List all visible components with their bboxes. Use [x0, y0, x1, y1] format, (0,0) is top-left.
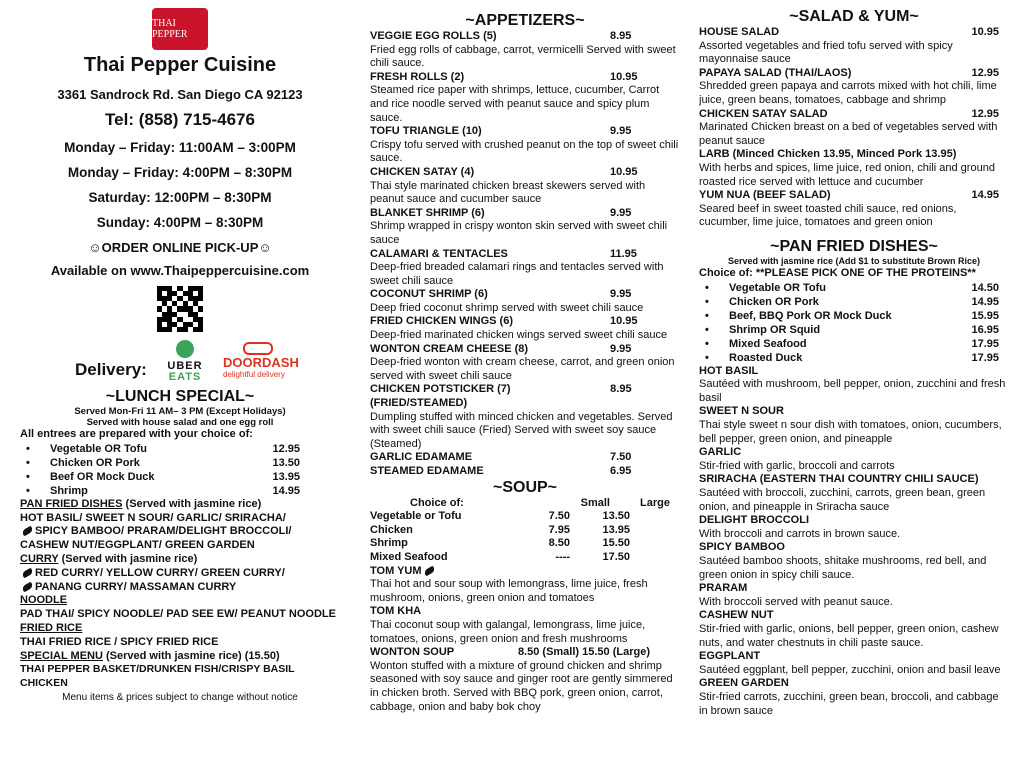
salad-price: 14.95: [971, 189, 999, 202]
lunch-protein-row: • Shrimp 14.95: [26, 484, 300, 497]
protein-name: Beef, BBQ Pork OR Mock Duck: [729, 309, 892, 322]
protein-price: 15.95: [971, 309, 999, 322]
lunch-fried-rice: FRIED RICE: [20, 621, 83, 634]
appetizer-price: 9.95: [610, 206, 632, 219]
appetizer-desc: Shrimp wrapped in crispy wonton skin served with sweet chili sauce: [370, 220, 668, 246]
pan-fried-dish-name: GREEN GARDEN: [699, 677, 789, 690]
pan-fried-dish-desc: With broccoli served with peanut sauce.: [699, 595, 893, 608]
appetizer-desc: Deep-fried wonton with cream cheese, carrot, and green onion served with sweet chili sauce: [370, 356, 675, 382]
salad-name: LARB (Minced Chicken 13.95, Minced Pork 13.95): [699, 148, 957, 161]
appetizer-desc: Dumpling stuffed with minced chicken and vegetables. Served with sweet chili sauce (Fried) Served with sweet soy sauce (Steamed): [370, 410, 673, 450]
lunch-special-list: THAI PEPPER BASKET/DRUNKEN FISH/CRISPY BASIL CHICKEN: [20, 663, 295, 690]
appetizer-name: BLANKET SHRIMP (6): [370, 206, 485, 219]
pan-fried-dish-desc: Stir-fried carrots, zucchini, green bean, broccoli, and cabbage in brown sauce: [699, 690, 999, 717]
salad-title: ~SALAD & YUM~: [789, 8, 919, 25]
salad-item: [699, 108, 1009, 122]
appetizers-title: ~APPETIZERS~: [465, 12, 585, 29]
appetizer-desc: Crispy tofu served with crushed peanut on the top of sweet chili sauce.: [370, 138, 679, 165]
protein-name: Roasted Duck: [729, 351, 803, 364]
pan-fried-protein-row: [699, 323, 1009, 337]
doordash-logo[interactable]: DOORDASH delightful delivery: [223, 342, 299, 381]
pan-fried-dish-desc: Thai style sweet n sour dish with tomatoes, onion, cucumbers, bell pepper, green onion, and pineapple: [699, 419, 1002, 445]
appetizer-name: WONTON CREAM CHEESE (8): [370, 342, 529, 355]
chili-icon: [423, 565, 436, 576]
appetizer-item: [370, 30, 680, 44]
protein-price: 14.50: [971, 281, 999, 294]
protein-name: Mixed Seafood: [729, 337, 807, 350]
appetizer-name: STEAMED EDAMAME: [370, 465, 484, 477]
soup-item: WONTON SOUP 8.50 (Small) 15.50 (Large): [370, 646, 650, 659]
protein-price: 16.95: [971, 323, 999, 336]
pan-fried-choice: Choice of: **PLEASE PICK ONE OF THE PROTEINS**: [699, 266, 976, 279]
pan-fried-dish-desc: Sautéed with broccoli, zucchini, carrots, green bean, green onion, and pineapple in Sriracha sauce: [699, 487, 986, 513]
pan-fried-protein-row: [699, 337, 1009, 351]
protein-price: 17.95: [971, 337, 999, 350]
appetizer-name: GARLIC EDAMAME: [370, 451, 473, 464]
lunch-protein-row: • Beef OR Mock Duck 13.95: [26, 470, 300, 483]
pan-fried-dish-name: PRARAM: [699, 582, 748, 595]
protein-name: Chicken OR Pork: [729, 295, 819, 308]
appetizer-price: 10.95: [610, 165, 638, 178]
appetizer-name: TOFU TRIANGLE (10): [370, 125, 482, 138]
appetizer-item: [370, 71, 680, 85]
appetizer-price: 8.95: [610, 30, 632, 42]
salad-name: PAPAYA SALAD (THAI/LAOS): [699, 66, 852, 79]
restaurant-address: 3361 Sandrock Rd. San Diego CA 92123: [57, 87, 303, 102]
bullet-dot: •: [705, 337, 709, 350]
uber-eats-icon: [176, 340, 194, 358]
salad-name: CHICKEN SATAY SALAD: [699, 107, 828, 120]
protein-price: 17.95: [971, 351, 999, 364]
pan-fried-dish-list: [699, 365, 1009, 718]
pan-fried-dish-name: CASHEW NUT: [699, 609, 774, 622]
uber-eats-logo[interactable]: UBER EATS: [157, 340, 213, 383]
doordash-icon: [243, 342, 273, 355]
soup-desc: Thai coconut soup with galangal, lemongrass, lime juice, tomatoes, onions, green onion and fresh mushrooms: [370, 618, 646, 645]
pan-fried-protein-row: [699, 351, 1009, 365]
appetizer-desc: Fried egg rolls of cabbage, carrot, vermicelli Served with sweet chili sauce.: [370, 43, 676, 70]
soup-item: TOM YUM: [370, 565, 680, 579]
pan-fried-dish-desc: Stir-fried with garlic, broccoli and carrots: [699, 459, 895, 472]
website-link[interactable]: Available on www.Thaipeppercuisine.com: [50, 263, 310, 278]
info-lunch-column: [20, 0, 340, 783]
restaurant-logo: THAI PEPPER: [152, 8, 208, 50]
lunch-pan-fried: PAN FRIED DISHES (Served with jasmine rice): [20, 497, 262, 510]
soup-title: ~SOUP~: [492, 478, 558, 496]
appetizer-name: COCONUT SHRIMP (6): [370, 288, 488, 301]
appetizer-item: [370, 207, 680, 221]
delivery-label: Delivery:: [75, 360, 147, 379]
salad-desc: Assorted vegetables and fried tofu served with spicy mayonnaise sauce: [699, 39, 953, 66]
hours-line: Saturday: 12:00PM – 8:30PM: [88, 190, 272, 205]
salad-desc: Marinated Chicken breast on a bed of vegetables served with peanut sauce: [699, 121, 998, 147]
chili-icon: [21, 568, 34, 579]
pan-fried-protein-row: [699, 295, 1009, 309]
appetizer-price: 6.95: [610, 465, 632, 477]
appetizer-price: 11.95: [610, 247, 637, 260]
protein-name: Shrimp OR Squid: [729, 323, 821, 336]
salad-price: 10.95: [971, 26, 999, 38]
salad-list: [699, 26, 1009, 230]
appetizer-name: FRIED CHICKEN WINGS (6): [370, 315, 513, 328]
salad-price: 12.95: [971, 66, 999, 79]
soup-desc: Wonton stuffed with a mixture of ground chicken and shrimp seasoned with soy sauce and ginger root are gently simmered in chicken broth. Served with BBQ pork, green onion, carrot, cabbage, onion and baby bok choy: [370, 659, 673, 713]
appetizer-item: [370, 166, 680, 180]
appetizer-price: 9.95: [610, 342, 632, 355]
salad-name: YUM NUA (BEEF SALAD): [699, 189, 831, 202]
appetizers-soup-column: [370, 0, 680, 783]
soup-price-table: Vegetable or Tofu 7.50 13.50 Chicken 7.95 13.95 Shrimp 8.50 15.50 Mixed Seafood ---- 17.50: [370, 510, 630, 563]
hours-line: Monday – Friday: 11:00AM – 3:00PM: [64, 140, 296, 155]
pan-fried-title: ~PAN FRIED DISHES~: [770, 237, 938, 255]
lunch-choice: All entrees are prepared with your choice of:: [20, 428, 253, 440]
salad-desc: With herbs and spices, lime juice, red onion, chili and ground roasted rice served with lettuce and cucumber: [699, 161, 995, 188]
appetizer-name: VEGGIE EGG ROLLS (5): [370, 30, 497, 42]
lunch-fried-rice-list: THAI FRIED RICE / SPICY FRIED RICE: [20, 635, 219, 648]
lunch-curry-list: PANANG CURRY/ MASSAMAN CURRY: [20, 581, 340, 595]
pan-fried-dish-name: DELIGHT BROCCOLI: [699, 514, 809, 527]
salad-price: 12.95: [971, 107, 999, 120]
lunch-noodle-list: PAD THAI/ SPICY NOODLE/ PAD SEE EW/ PEANUT NOODLE: [20, 608, 336, 621]
appetizer-item: [370, 125, 680, 139]
bullet-dot: •: [705, 323, 709, 336]
price-disclaimer: Menu items & prices subject to change without notice: [62, 691, 298, 703]
order-online: ☺ORDER ONLINE PICK-UP☺: [88, 240, 272, 255]
pan-fried-dish-desc: With broccoli and carrots in brown sauce.: [699, 527, 901, 540]
pan-fried-protein-row: [699, 309, 1009, 323]
lunch-note: Served Mon-Fri 11 AM– 3 PM (Except Holidays): [74, 406, 286, 417]
appetizer-price: 9.95: [610, 288, 632, 301]
pan-fried-dish-name: EGGPLANT: [699, 650, 761, 663]
pan-fried-dish-name: HOT BASIL: [699, 364, 759, 377]
bullet-dot: •: [705, 295, 709, 308]
restaurant-phone: Tel: (858) 715-4676: [105, 110, 255, 129]
appetizer-name: CHICKEN POTSTICKER (7) (FRIED/STEAMED): [370, 383, 511, 410]
salad-item: [699, 26, 1009, 40]
lunch-pan-fried-list: CASHEW NUT/EGGPLANT/ GREEN GARDEN: [20, 539, 255, 552]
appetizer-name: FRESH ROLLS (2): [370, 70, 465, 83]
appetizer-name: CALAMARI & TENTACLES: [370, 247, 508, 260]
lunch-noodle: NOODLE: [20, 594, 68, 607]
chili-icon: [21, 581, 34, 592]
qr-code-icon[interactable]: [157, 286, 203, 332]
pan-fried-dish-desc: Sautéed with mushroom, bell pepper, onion, zucchini and fresh basil: [699, 378, 1006, 404]
pan-fried-protein-list: [699, 281, 1009, 365]
salad-item: [699, 67, 1009, 81]
hours-line: Monday – Friday: 4:00PM – 8:30PM: [67, 165, 293, 180]
appetizer-desc: Thai style marinated chicken breast skewers served with peanut sauce and cucumber sauce: [370, 179, 646, 206]
salad-item: [699, 189, 1009, 203]
bullet-dot: •: [705, 281, 709, 294]
pan-fried-dish-name: GARLIC: [699, 446, 742, 459]
pan-fried-dish-desc: Sautéed bamboo shoots, shitake mushrooms, red bell, and green onion in spicy chili sauce.: [699, 555, 987, 581]
pan-fried-dish-desc: Stir-fried with garlic, onions, bell pepper, green onion, cashew nuts, and water chestnuts in chili paste sauce.: [699, 622, 999, 649]
pan-fried-dish-name: SRIRACHA (EASTERN THAI COUNTRY CHILI SAUCE): [699, 473, 979, 486]
lunch-protein-row: • Chicken OR Pork 13.50: [26, 456, 300, 469]
appetizer-item: [370, 288, 680, 302]
bullet-dot: •: [705, 309, 709, 322]
pan-fried-protein-row: [699, 281, 1009, 295]
appetizer-desc: Deep-fried marinated chicken wings served sweet chili sauce: [370, 329, 668, 342]
lunch-curry: CURRY (Served with jasmine rice): [20, 552, 198, 565]
hours-line: Sunday: 4:00PM – 8:30PM: [96, 215, 264, 230]
soup-price-table: Choice of: Small Large: [410, 496, 670, 509]
lunch-curry-list: RED CURRY/ YELLOW CURRY/ GREEN CURRY/: [20, 567, 340, 581]
appetizer-name: CHICKEN SATAY (4): [370, 165, 475, 178]
soup-desc: Thai hot and sour soup with lemongrass, lime juice, fresh mushroom, onions, green onion and tomatoes: [370, 578, 648, 604]
pan-fried-dish-name: SPICY BAMBOO: [699, 541, 785, 554]
protein-name: Vegetable OR Tofu: [729, 281, 826, 294]
restaurant-name: Thai Pepper Cuisine: [83, 54, 277, 76]
lunch-pan-fried-list: SPICY BAMBOO/ PRARAM/DELIGHT BROCCOLI/: [20, 525, 340, 539]
appetizer-desc: Deep fried coconut shrimp served with sweet chili sauce: [370, 301, 644, 314]
salad-pan-fried-column: [699, 0, 1009, 783]
bullet-dot: •: [705, 351, 709, 364]
appetizer-item: [370, 465, 680, 479]
appetizer-price: 10.95: [610, 70, 638, 83]
appetizer-item: [370, 343, 680, 357]
salad-item: [699, 148, 1009, 162]
appetizer-item: [370, 315, 680, 329]
appetizer-desc: Deep-fried breaded calamari rings and tentacles served with sweet chili sauce: [370, 261, 664, 287]
appetizer-item: [370, 383, 680, 410]
protein-price: 14.95: [971, 295, 999, 308]
appetizer-price: 7.50: [610, 451, 632, 464]
appetizer-price: 8.95: [610, 383, 632, 396]
appetizer-item: [370, 451, 680, 465]
lunch-special-menu: SPECIAL MENU (Served with jasmine rice) (15.50): [20, 649, 280, 662]
lunch-pan-fried-list: HOT BASIL/ SWEET N SOUR/ GARLIC/ SRIRACHA/: [20, 511, 286, 524]
appetizer-price: 9.95: [610, 125, 632, 138]
delivery-row: [20, 338, 340, 384]
lunch-protein-row: • Vegetable OR Tofu 12.95: [26, 442, 300, 455]
chili-icon: [21, 526, 34, 537]
pan-fried-note: Served with jasmine rice (Add $1 to substitute Brown Rice): [727, 255, 981, 266]
salad-name: HOUSE SALAD: [699, 26, 780, 38]
soup-item: TOM KHA: [370, 605, 422, 618]
appetizer-item: [370, 248, 680, 262]
salad-desc: Seared beef in sweet toasted chili sauce, red onions, cucumber, lime juice, tomatoes and green onion: [699, 202, 957, 229]
salad-desc: Shredded green papaya and carrots mixed with hot chili, lime juice, green beans, tomatoes, cabbage and shrimp: [699, 80, 997, 106]
lunch-special-title: ~LUNCH SPECIAL~: [105, 388, 255, 405]
appetizer-price: 10.95: [610, 315, 638, 328]
appetizer-list: [370, 30, 680, 479]
lunch-note: Served with house salad and one egg roll: [86, 417, 274, 428]
pan-fried-dish-name: SWEET N SOUR: [699, 405, 784, 418]
appetizer-desc: Steamed rice paper with shrimps, lettuce, cucumber, Carrot and rice noodle served with peanut sauce and spicy plum sauce.: [370, 84, 660, 124]
pan-fried-dish-desc: Sautéed eggplant, bell pepper, zucchini, onion and basil leave: [699, 663, 1001, 676]
